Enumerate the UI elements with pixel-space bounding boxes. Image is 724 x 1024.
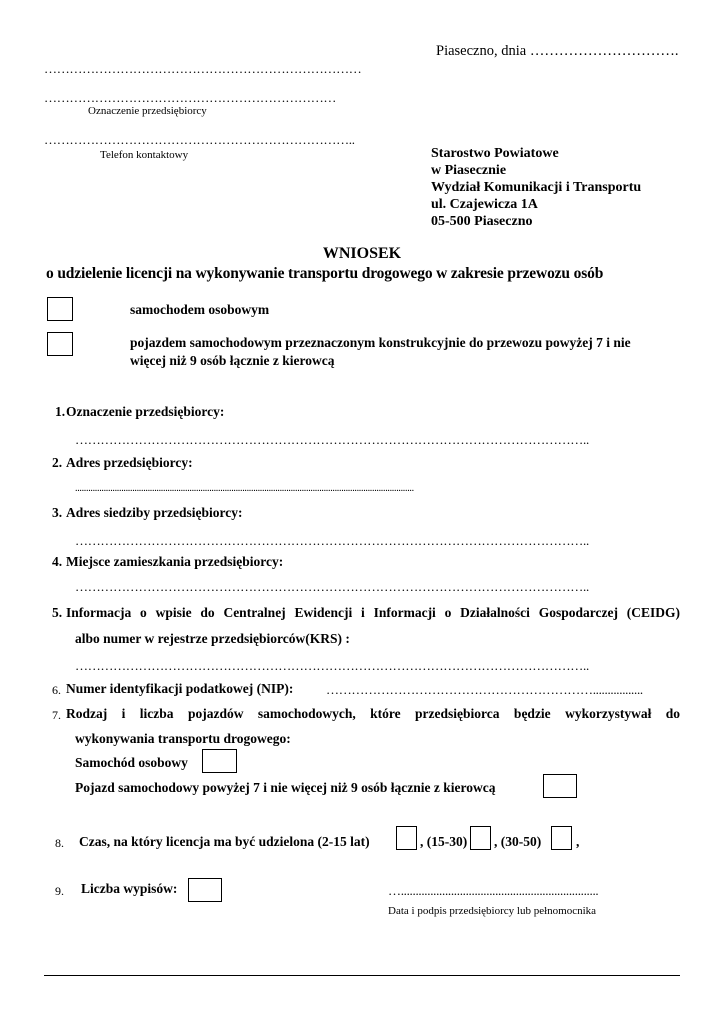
field-input-ceidg[interactable]: …………………………………………………………………………………………………………..	[75, 658, 589, 673]
duration-15-30-label: , (15-30)	[420, 834, 468, 849]
field-number: 4.	[52, 554, 63, 569]
extracts-count-box[interactable]	[188, 878, 222, 902]
form-title: WNIOSEK	[322, 245, 402, 262]
duration-2-15-box[interactable]	[396, 826, 417, 850]
phone-caption: Telefon kontaktowy	[100, 149, 189, 161]
car-count-box[interactable]	[202, 749, 237, 773]
field-number: 9.	[55, 884, 64, 898]
signature-caption: Data i podpis przedsiębiorcy lub pełnomocnika	[388, 905, 597, 917]
field-input-nip[interactable]: ……………………………………………………….................	[326, 682, 643, 697]
field-label-ceidg: Informacja o wpisie do Centralnej Ewidencji i Informacji o Działalności Gospodarczej (CEIDG)	[66, 605, 680, 620]
field-label-nip: Numer identyfikacji podatkowej (NIP):	[66, 681, 294, 696]
field-number: 7.	[52, 708, 61, 722]
field-number: 6.	[52, 683, 61, 697]
field-input-address[interactable]: ..........................................................................................................................................................	[75, 483, 414, 494]
entrepreneur-caption: Oznaczenie przedsiębiorcy	[88, 105, 207, 117]
field-input-seat[interactable]: …………………………………………………………………………………………………………..	[75, 533, 589, 548]
bottom-divider	[44, 975, 680, 976]
field-number: 1.	[55, 404, 66, 419]
option-car-label: samochodem osobowym	[130, 302, 270, 317]
field-input-entrepreneur[interactable]: …………………………………………………………………………………………………………..	[75, 432, 589, 447]
field-label-duration: Czas, na który licencja ma być udzielona (2-15 lat)	[79, 834, 370, 849]
office-line: 05-500 Piaseczno	[431, 214, 533, 229]
field-label-ceidg-cont: albo numer w rejestrze przedsiębiorców(KRS) :	[75, 631, 350, 646]
dotted-line: ……………………………………………………………	[44, 90, 337, 105]
vehicle-count-box[interactable]	[543, 774, 577, 798]
field-label-extracts: Liczba wypisów:	[81, 881, 178, 896]
field-label-entrepreneur: Oznaczenie przedsiębiorcy:	[66, 404, 225, 419]
option-car-checkbox[interactable]	[47, 297, 73, 321]
office-line: w Piasecznie	[431, 163, 507, 178]
field-number: 8.	[55, 836, 64, 850]
form-subtitle: o udzielenie licencji na wykonywanie transportu drogowego w zakresie przewozu osób	[46, 265, 604, 282]
field-number: 3.	[52, 505, 63, 520]
field-number: 5.	[52, 605, 63, 620]
field-label-seat: Adres siedziby przedsiębiorcy:	[66, 505, 243, 520]
duration-30-50-label: , (30-50)	[494, 834, 542, 849]
field-label-address: Adres przedsiębiorcy:	[66, 455, 193, 470]
option-vehicle-label-cont: więcej niż 9 osób łącznie z kierowcą	[130, 353, 335, 368]
office-line: ul. Czajewicza 1A	[431, 197, 538, 212]
office-address	[431, 145, 641, 230]
field-number: 2.	[52, 455, 63, 470]
signature-line[interactable]: …...................................................................	[388, 883, 599, 898]
duration-15-30-box[interactable]	[470, 826, 491, 850]
duration-30-50-box[interactable]	[551, 826, 572, 850]
field-label-vehicles: Rodzaj i liczba pojazdów samochodowych, które przedsiębiorca będzie wykorzystywał do	[66, 706, 680, 721]
field-label-vehicles-cont: wykonywania transportu drogowego:	[75, 731, 291, 746]
field-label-residence: Miejsce zamieszkania przedsiębiorcy:	[66, 554, 284, 569]
place-date: Piaseczno, dnia ………………………….	[436, 43, 679, 59]
dotted-line: …………………………………………………………………	[44, 61, 362, 76]
car-count-label: Samochód osobowy	[75, 755, 188, 770]
dotted-line: ………………………………………………………………..	[44, 132, 355, 147]
field-input-residence[interactable]: …………………………………………………………………………………………………………..	[75, 579, 589, 594]
office-line: Wydział Komunikacji i Transportu	[431, 180, 642, 195]
option-vehicle-checkbox[interactable]	[47, 332, 73, 356]
office-line: Starostwo Powiatowe	[431, 146, 559, 161]
option-vehicle-label: pojazdem samochodowym przeznaczonym konstrukcyjnie do przewozu powyżej 7 i nie	[130, 335, 631, 350]
vehicle-count-label: Pojazd samochodowy powyżej 7 i nie więcej niż 9 osób łącznie z kierowcą	[75, 780, 496, 795]
duration-end-comma: ,	[576, 834, 580, 849]
